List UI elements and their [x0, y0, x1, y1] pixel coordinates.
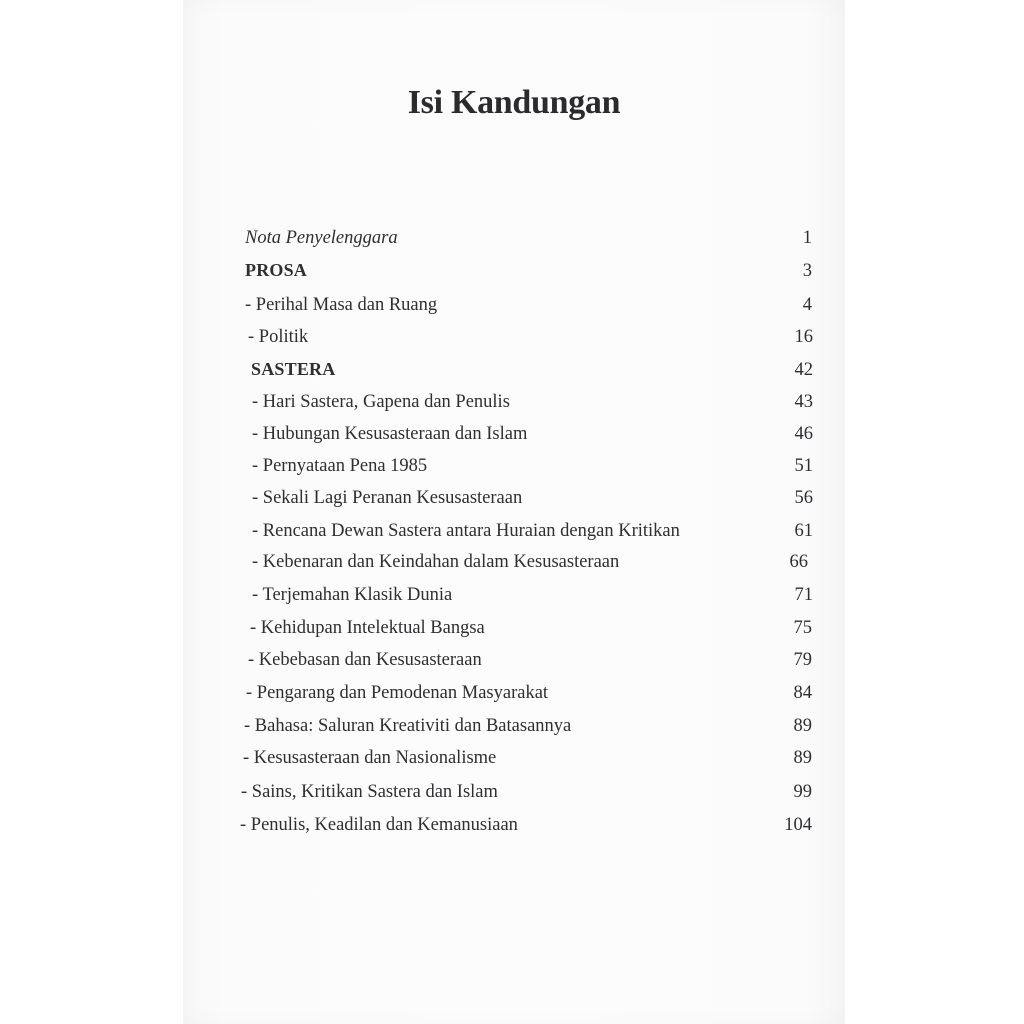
toc-entry [252, 516, 813, 546]
toc-entry-page: 89 [793, 716, 812, 736]
toc-entry-page: 71 [794, 585, 813, 605]
toc-entry-page: 43 [794, 392, 813, 412]
toc-entry-page: 75 [793, 618, 812, 638]
toc-entry-page: 84 [793, 683, 812, 703]
toc-entry-label: Nota Penyelenggara [245, 228, 398, 248]
toc-entry [244, 711, 812, 741]
toc-entry-page: 4 [802, 295, 812, 315]
toc-entry-label: - Sains, Kritikan Sastera dan Islam [241, 782, 498, 802]
toc-entry-label: - Terjemahan Klasik Dunia [252, 585, 453, 605]
toc-entry-label: - Hari Sastera, Gapena dan Penulis [252, 392, 510, 412]
toc-entry-page: 16 [794, 327, 813, 347]
toc-entry [252, 451, 813, 481]
toc-section-label: PROSA [245, 260, 308, 280]
table-of-contents [183, 0, 845, 1024]
toc-entry-page: 104 [784, 815, 812, 835]
toc-entry-label: - Sekali Lagi Peranan Kesusasteraan [252, 488, 523, 508]
toc-entry-page: 51 [794, 456, 813, 476]
toc-entry-label: - Perihal Masa dan Ruang [245, 295, 438, 315]
toc-entry-page: 3 [802, 261, 812, 281]
toc-entry [240, 810, 812, 840]
toc-entry-page: 79 [793, 650, 812, 670]
toc-entry-label: - Politik [248, 327, 309, 347]
toc-entry-page: 66 [789, 552, 808, 572]
toc-entry-page: 46 [794, 424, 813, 444]
toc-entry-page: 99 [793, 782, 812, 802]
toc-entry-label: - Bahasa: Saluran Kreativiti dan Batasannya [244, 716, 572, 736]
toc-entry-label: - Kebenaran dan Keindahan dalam Kesusasteraan [252, 552, 620, 572]
toc-entry-nota-penyelenggara [245, 223, 812, 253]
toc-entry-label: - Pernyataan Pena 1985 [252, 456, 428, 476]
toc-entry [252, 483, 813, 513]
toc-entry [241, 777, 812, 807]
toc-entry-page: 56 [794, 488, 813, 508]
toc-entry-page: 61 [794, 521, 813, 541]
toc-entry-label: - Kesusasteraan dan Nasionalisme [243, 748, 497, 768]
page-title: Isi Kandungan [407, 84, 621, 121]
toc-entry-page: 42 [794, 360, 813, 380]
toc-section-sastera [251, 354, 813, 384]
toc-entry [245, 290, 812, 320]
toc-entry [252, 580, 813, 610]
toc-entry [248, 322, 813, 352]
toc-entry-label: - Penulis, Keadilan dan Kemanusiaan [240, 815, 518, 835]
toc-entry [250, 613, 812, 643]
toc-entry [243, 743, 812, 773]
toc-entry-page: 1 [802, 228, 812, 248]
toc-entry-page: 89 [793, 748, 812, 768]
toc-entry [252, 547, 808, 577]
toc-entry [248, 645, 812, 675]
toc-entry-label: - Hubungan Kesusasteraan dan Islam [252, 424, 528, 444]
toc-entry-label: - Pengarang dan Pemodenan Masyarakat [246, 683, 549, 703]
toc-entry-label: - Kebebasan dan Kesusasteraan [248, 650, 482, 670]
toc-entry [252, 387, 813, 417]
toc-section-label: SASTERA [251, 359, 336, 379]
toc-entry-label: - Kehidupan Intelektual Bangsa [250, 618, 485, 638]
toc-entry [252, 419, 813, 449]
toc-entry [246, 678, 812, 708]
book-page [183, 0, 845, 1024]
toc-entry-label: - Rencana Dewan Sastera antara Huraian dengan Kritikan [252, 521, 680, 541]
toc-section-prosa [245, 255, 812, 285]
